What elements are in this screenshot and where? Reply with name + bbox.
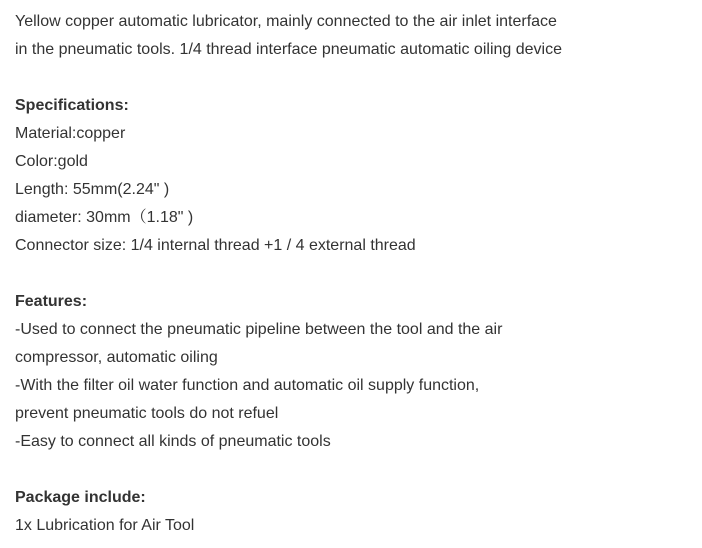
feature-line: -Used to connect the pneumatic pipeline between the tool and the air bbox=[15, 321, 503, 338]
spacer bbox=[15, 456, 694, 484]
spec-material: Material:copper bbox=[15, 125, 126, 142]
spec-color: Color:gold bbox=[15, 153, 88, 170]
feature-line: -Easy to connect all kinds of pneumatic tools bbox=[15, 433, 331, 450]
feature-line: -With the filter oil water function and automatic oil supply function, bbox=[15, 377, 480, 394]
feature-line: compressor, automatic oiling bbox=[15, 349, 218, 366]
specifications-heading: Specifications: bbox=[15, 97, 129, 114]
spec-diameter: diameter: 30mm（1.18" ) bbox=[15, 209, 194, 226]
spec-length: Length: 55mm(2.24" ) bbox=[15, 181, 170, 198]
specifications-section bbox=[15, 92, 694, 260]
package-item: 1x Lubrication for Air Tool bbox=[15, 517, 195, 534]
intro-line: in the pneumatic tools. 1/4 thread interface pneumatic automatic oiling device bbox=[15, 41, 562, 58]
intro-paragraph bbox=[15, 0, 694, 64]
intro-line: Yellow copper automatic lubricator, mainly connected to the air inlet interface bbox=[15, 13, 557, 30]
package-section bbox=[15, 484, 694, 540]
features-section bbox=[15, 288, 694, 456]
package-heading: Package include: bbox=[15, 489, 146, 506]
spec-connector-size: Connector size: 1/4 internal thread +1 / 4 external thread bbox=[15, 237, 416, 254]
spacer bbox=[15, 64, 694, 92]
feature-line: prevent pneumatic tools do not refuel bbox=[15, 405, 279, 422]
features-heading: Features: bbox=[15, 293, 88, 310]
spacer bbox=[15, 260, 694, 288]
